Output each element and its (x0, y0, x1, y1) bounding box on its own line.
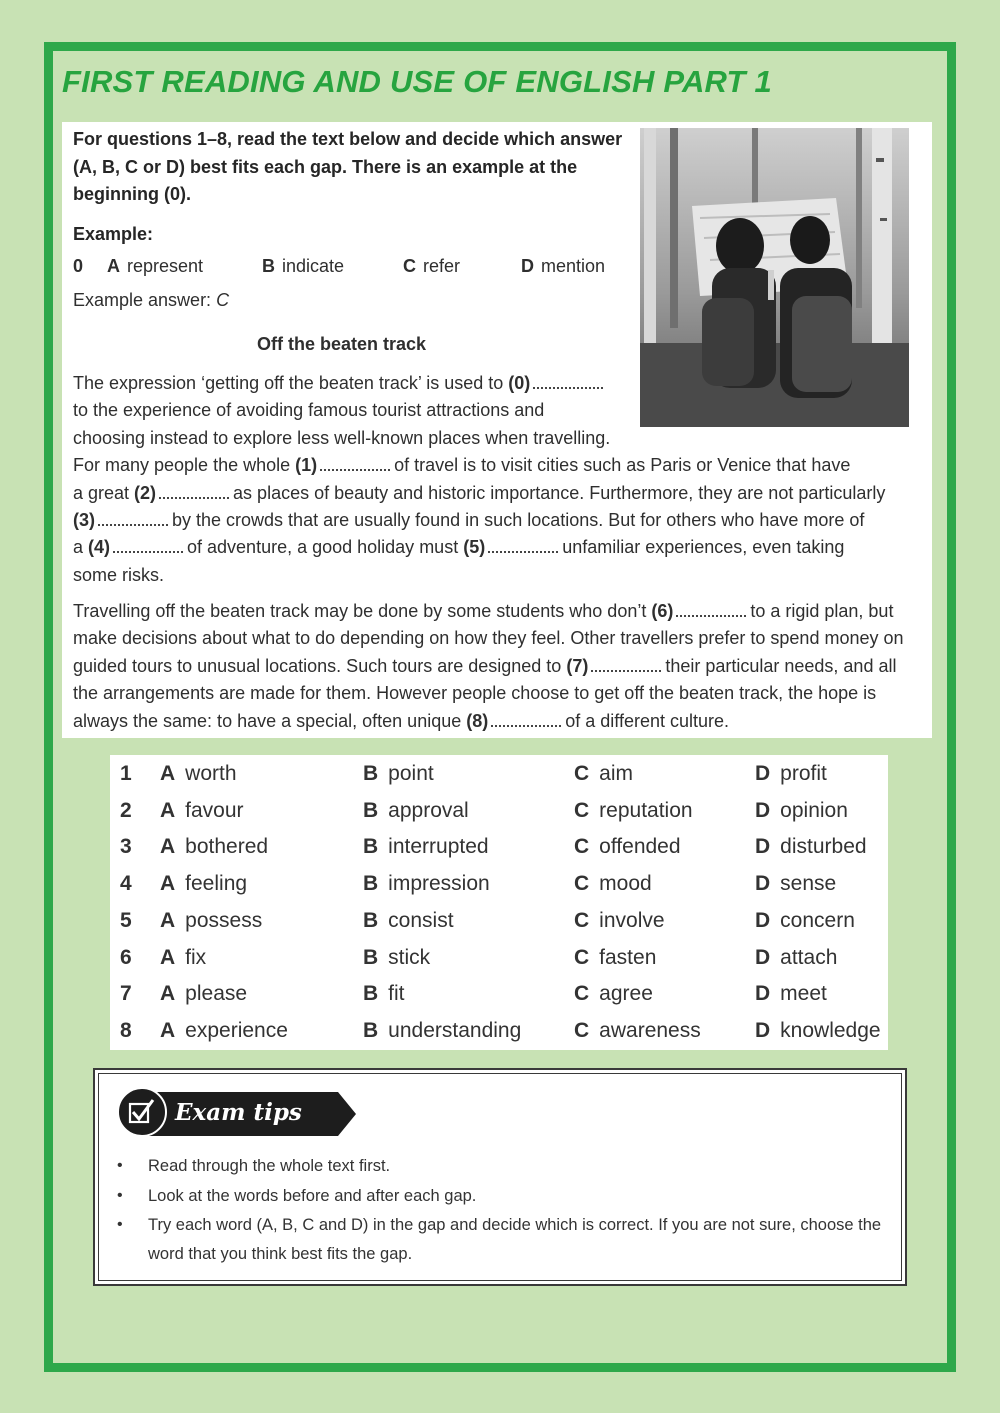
example-options (73, 256, 633, 282)
question-row (110, 866, 888, 902)
exam-tips-title: Exam tips (175, 1099, 302, 1126)
question-row (110, 829, 888, 865)
question-number: 6 (120, 945, 132, 969)
answer-gap[interactable] (676, 601, 746, 617)
passage-line: choosing instead to explore less well-known places when travelling. (73, 427, 611, 448)
answer-gap[interactable] (159, 483, 229, 499)
question-number: 2 (120, 798, 132, 822)
passage-line: always the same: to have a special, often unique (8) of a different culture. (73, 710, 730, 731)
question-row (110, 1013, 888, 1049)
option-c[interactable]: C awareness (574, 1018, 701, 1042)
option-d[interactable]: D disturbed (755, 835, 867, 859)
instructions-text: For questions 1–8, read the text below and decide which answer (A, B, C or D) best fits each gap. There is an example at the beginning (0). (73, 129, 623, 204)
passage-line: the arrangements are made for them. However people choose to get off the beaten track, the hope is (73, 683, 877, 704)
reading-passage-panel (62, 122, 932, 738)
answer-gap[interactable] (491, 711, 561, 727)
option-b[interactable]: B fit (363, 982, 405, 1006)
option-a[interactable]: A favour (160, 798, 244, 822)
option-d[interactable]: D profit (755, 762, 827, 785)
option-b[interactable]: B stick (363, 945, 431, 969)
tip-item: • Try each word (A, B, C and D) in the gap and decide which is correct. If you are not sure, choose the word that you think best fits the gap. (117, 1216, 882, 1263)
question-row (110, 793, 888, 829)
page-title: FIRST READING AND USE OF ENGLISH PART 1 (62, 64, 772, 99)
question-row (110, 976, 888, 1012)
passage-line: The expression ‘getting off the beaten track’ is used to (0) (73, 370, 885, 397)
option-d[interactable]: D opinion (755, 798, 848, 822)
tip-item: • Look at the words before and after each gap. (117, 1186, 477, 1205)
passage-line: For many people the whole (1) of travel is to visit cities such as Paris or Venice that have (73, 455, 851, 476)
example-option-c: C refer (403, 256, 461, 276)
option-d[interactable]: D sense (755, 872, 837, 896)
option-d[interactable]: D concern (755, 908, 855, 932)
option-b[interactable]: B consist (363, 908, 454, 932)
answer-gap[interactable] (591, 656, 661, 672)
passage-line: Travelling off the beaten track may be done by some students who don’t (6) to a rigid plan, but (73, 601, 894, 621)
option-c[interactable]: C agree (574, 982, 653, 1006)
option-b[interactable]: B understanding (363, 1018, 522, 1042)
option-b[interactable]: B impression (363, 872, 490, 896)
option-a[interactable]: A experience (160, 1018, 288, 1042)
option-a[interactable]: A feeling (160, 872, 248, 896)
answer-gap[interactable] (98, 510, 168, 526)
passage-line: (3) by the crowds that are usually found in such locations. But for others who have more of (73, 509, 865, 530)
option-c[interactable]: C mood (574, 872, 652, 896)
question-number: 5 (120, 908, 132, 932)
passage-paragraph-1 (73, 370, 885, 589)
option-a[interactable]: A possess (160, 908, 263, 932)
answer-options-table (110, 755, 888, 1050)
example-option-b: B indicate (262, 256, 345, 276)
question-number: 8 (120, 1018, 132, 1042)
answer-gap[interactable] (488, 537, 558, 553)
example-option-a: A represent (107, 256, 204, 276)
option-a[interactable]: A bothered (160, 835, 269, 859)
option-b[interactable]: B point (363, 762, 434, 785)
question-row (110, 756, 888, 792)
option-c[interactable]: C offended (574, 835, 681, 859)
option-a[interactable]: A worth (160, 762, 237, 785)
question-number: 3 (120, 835, 132, 859)
example-number: 0 (73, 256, 84, 276)
option-c[interactable]: C reputation (574, 798, 693, 822)
example-label: Example: (73, 224, 154, 244)
option-a[interactable]: A fix (160, 945, 207, 969)
question-row (110, 903, 888, 939)
answer-gap[interactable] (533, 373, 603, 389)
option-d[interactable]: D attach (755, 945, 838, 969)
passage-paragraph-2 (73, 598, 904, 735)
checkbox-icon (117, 1087, 167, 1137)
text-title: Off the beaten track (257, 334, 427, 354)
option-c[interactable]: C involve (574, 908, 665, 932)
passage-line: a great (2) as places of beauty and historic importance. Furthermore, they are not particularly (73, 482, 886, 503)
passage-line: some risks. (73, 564, 165, 585)
option-c[interactable]: C fasten (574, 945, 657, 969)
exam-tips-list (115, 1152, 885, 1269)
option-b[interactable]: B interrupted (363, 835, 489, 859)
question-number: 1 (120, 762, 132, 785)
passage-line: make decisions about what to do depending on how they feel. Other travellers prefer to spend money on (73, 628, 904, 649)
example-option-d: D mention (521, 256, 606, 276)
option-d[interactable]: D meet (755, 982, 827, 1006)
passage-line: guided tours to unusual locations. Such tours are designed to (7) their particular needs, and all (73, 655, 897, 676)
tip-item: • Read through the whole text first. (117, 1157, 391, 1175)
option-c[interactable]: C aim (574, 762, 634, 785)
passage-line: a (4) of adventure, a good holiday must (5) unfamiliar experiences, even taking (73, 537, 845, 558)
exam-tips-box (93, 1068, 907, 1286)
answer-gap[interactable] (113, 537, 183, 553)
option-d[interactable]: D knowledge (755, 1018, 881, 1042)
answer-gap[interactable] (320, 455, 390, 471)
question-number: 4 (120, 872, 132, 896)
option-a[interactable]: A please (160, 982, 248, 1006)
passage-line: to the experience of avoiding famous tourist attractions and (73, 400, 545, 421)
example-answer: Example answer: C (73, 290, 230, 310)
option-b[interactable]: B approval (363, 798, 469, 822)
question-row (110, 940, 888, 976)
question-number: 7 (120, 982, 132, 1006)
